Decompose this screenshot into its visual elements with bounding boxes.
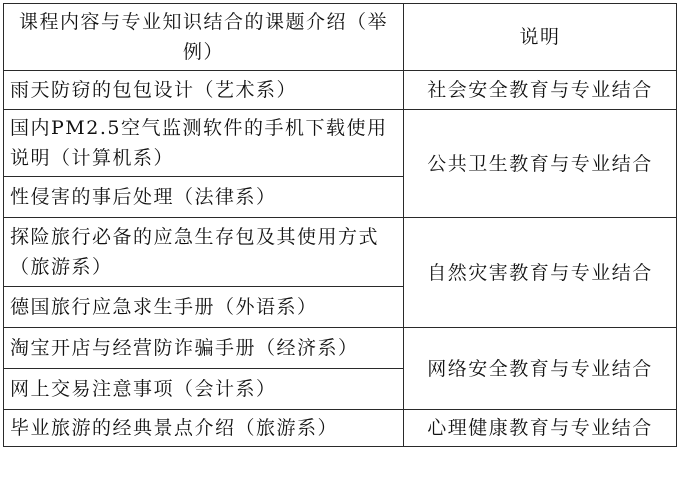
table-row [4, 218, 677, 287]
topic-table [3, 3, 677, 447]
topic-cell: 国内PM2.5空气监测软件的手机下载使用说明（计算机系） [4, 110, 404, 177]
table-header-row [4, 4, 677, 71]
description-cell: 心理健康教育与专业结合 [404, 410, 677, 447]
table-row [4, 71, 677, 110]
topic-cell: 淘宝开店与经营防诈骗手册（经济系） [4, 328, 404, 369]
table-row [4, 110, 677, 177]
table-row [4, 328, 677, 369]
topic-cell: 探险旅行必备的应急生存包及其使用方式（旅游系） [4, 218, 404, 287]
topic-cell: 德国旅行应急求生手册（外语系） [4, 287, 404, 328]
topic-cell: 毕业旅游的经典景点介绍（旅游系） [4, 410, 404, 447]
description-cell: 公共卫生教育与专业结合 [404, 110, 677, 218]
topic-cell: 性侵害的事后处理（法律系） [4, 177, 404, 218]
description-cell: 社会安全教育与专业结合 [404, 71, 677, 110]
header-topic-intro: 课程内容与专业知识结合的课题介绍（举例） [4, 4, 404, 71]
topic-cell: 雨天防窃的包包设计（艺术系） [4, 71, 404, 110]
description-cell: 网络安全教育与专业结合 [404, 328, 677, 410]
topic-cell: 网上交易注意事项（会计系） [4, 369, 404, 410]
description-cell: 自然灾害教育与专业结合 [404, 218, 677, 328]
table-row [4, 410, 677, 447]
header-description: 说明 [404, 4, 677, 71]
